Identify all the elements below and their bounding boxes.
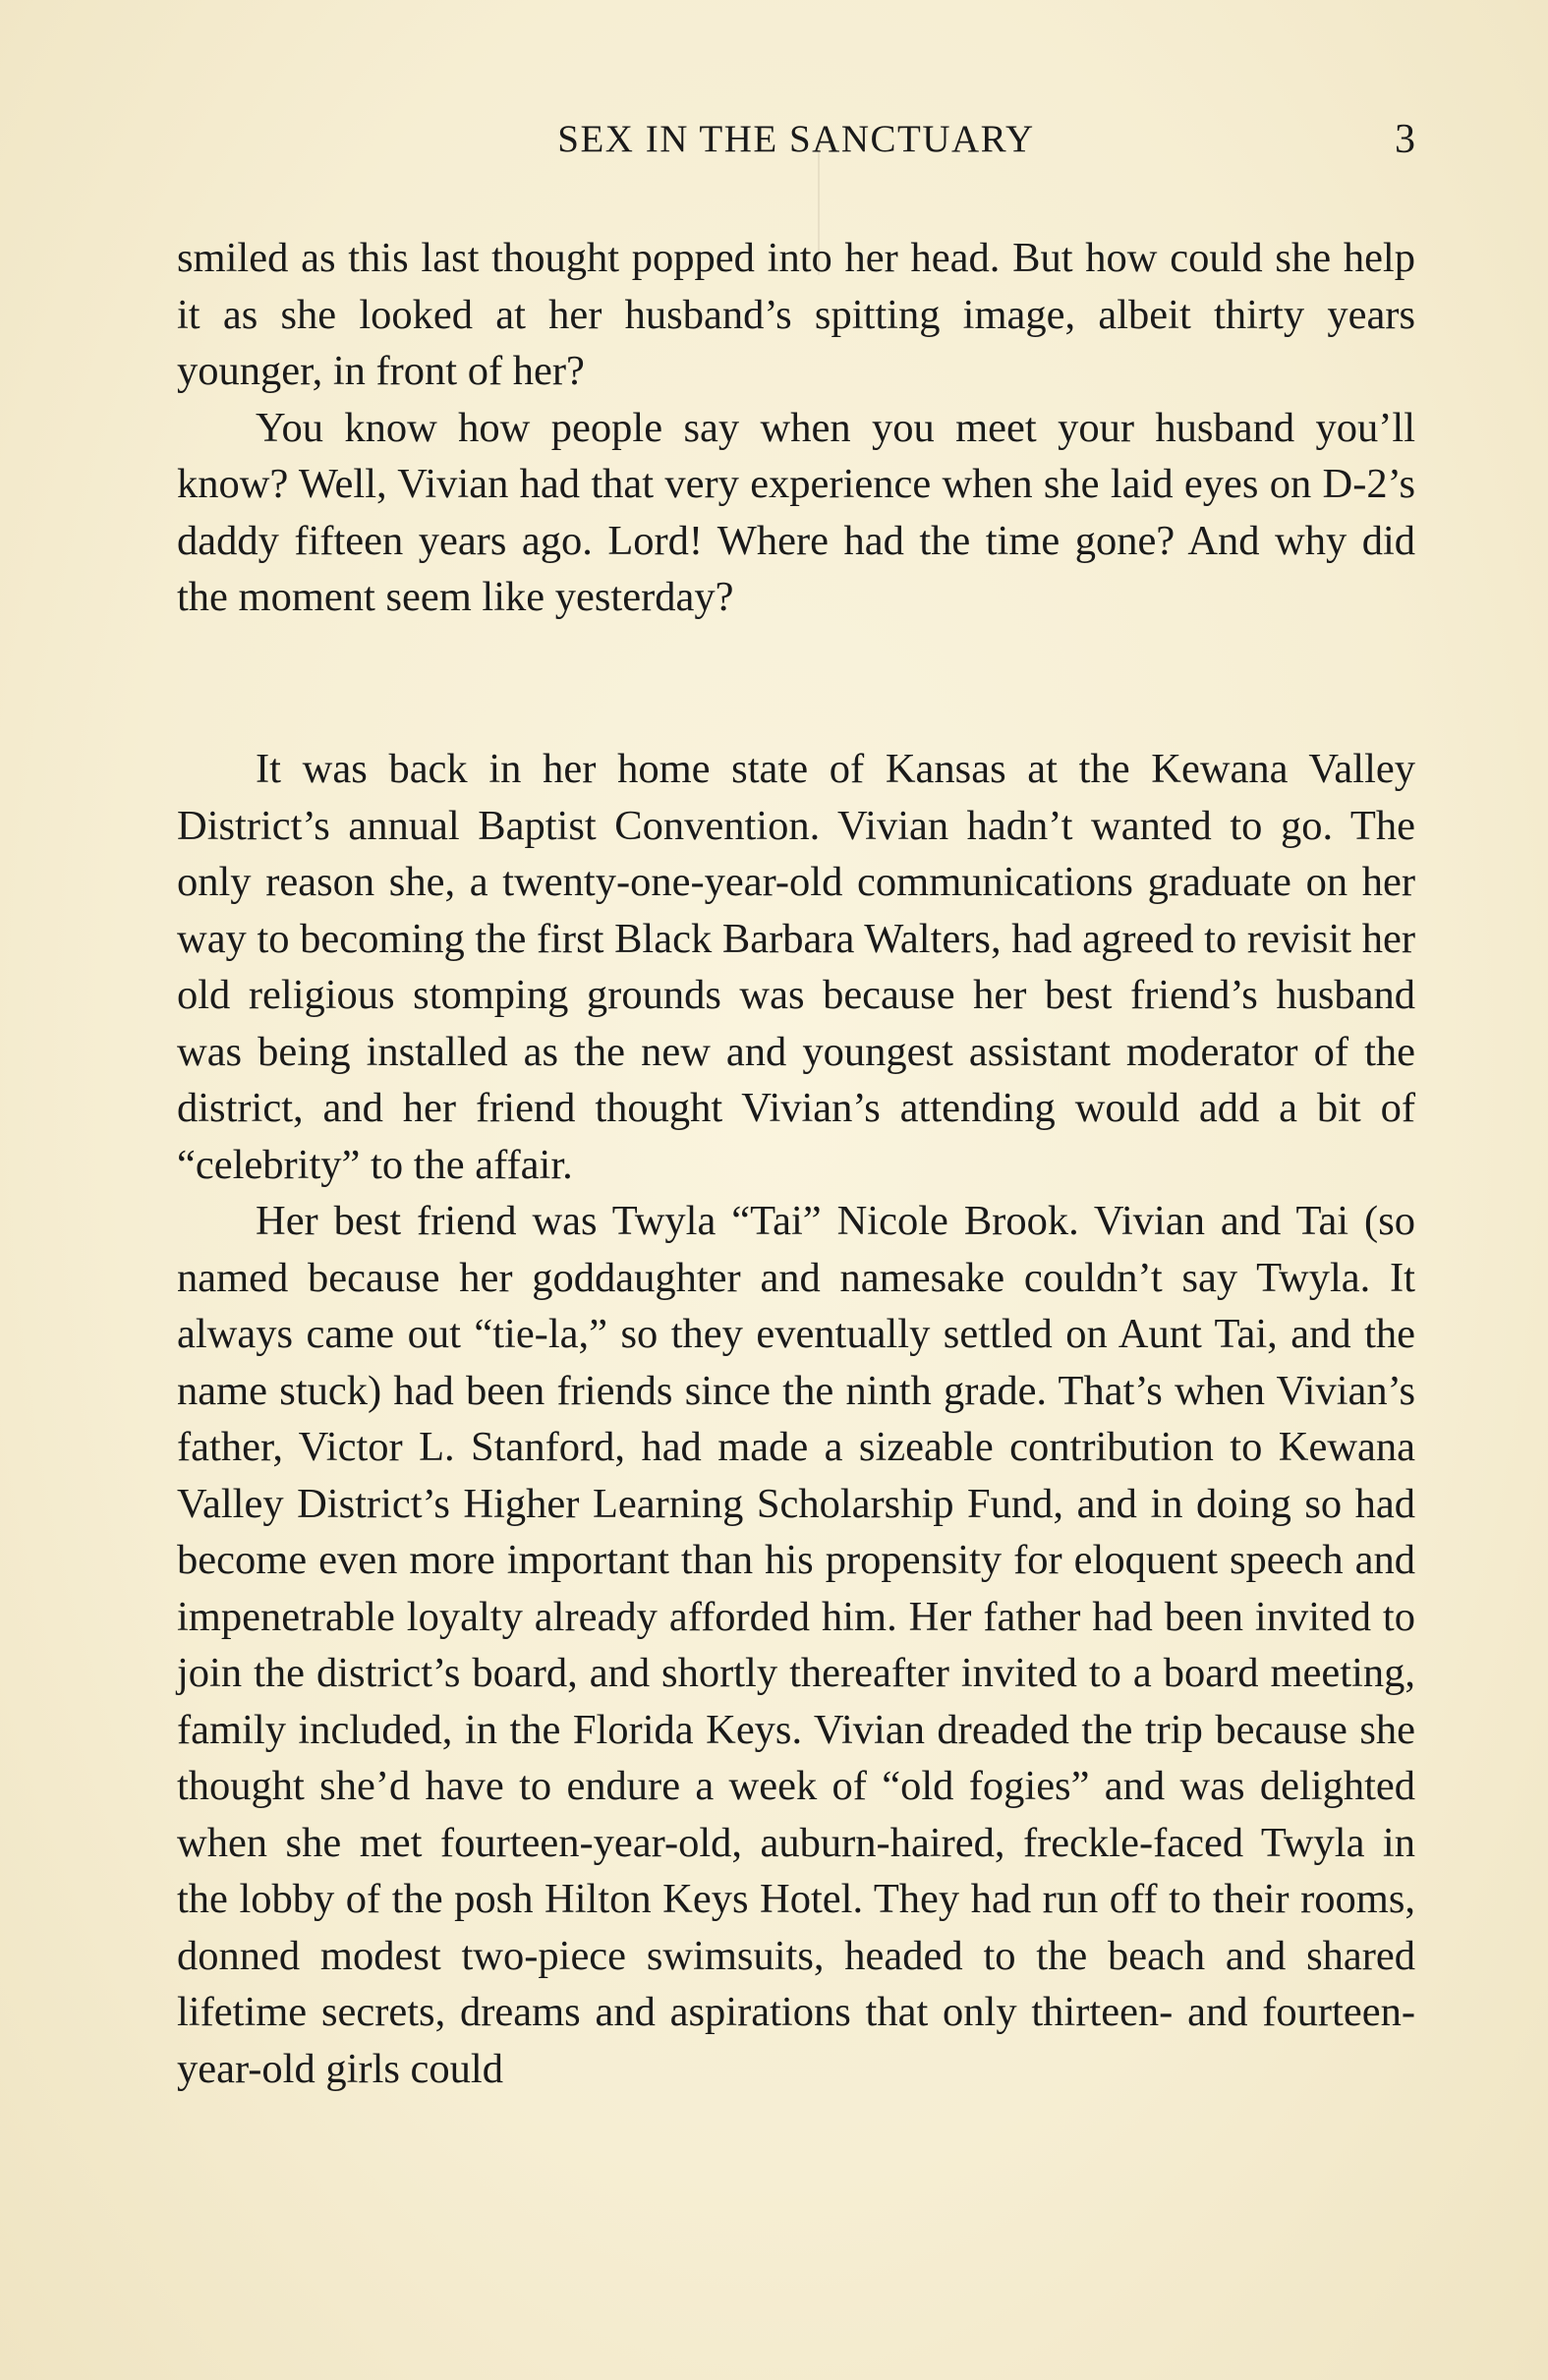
running-title: SEX IN THE SANCTUARY	[557, 118, 1035, 160]
page-number: 3	[1395, 117, 1415, 162]
text-block-top	[177, 230, 1415, 626]
paragraph-continued: smiled as this last thought popped into her head. But how could she help it as she looked at her husband’s spitting image, albeit thirty years younger, in front of her?	[177, 235, 1415, 394]
paragraph-husband-memory: You know how people say when you meet your husband you’ll know? Well, Vivian had that very experience when she laid eyes on D-2’s daddy fifteen years ago. Lord! Where had the time gone? And why did the moment seem like yesterday?	[177, 404, 1415, 620]
text-block-bottom	[177, 741, 1415, 2097]
paragraph-convention: It was back in her home state of Kansas at the Kewana Valley District’s annual Baptist Convention. Vivian hadn’t wanted to go. The only reason she, a twenty-one-year-old communications graduate on her way to becoming the first Black Barbara Walters, had agreed to revisit her old religious stomping grounds was because her best friend’s husband was being installed as the new and youngest assistant moderator of the district, and her friend thought Vivian’s attending would add a bit of “celebrity” to the affair.	[177, 746, 1415, 1188]
running-header	[177, 110, 1415, 169]
paragraph-best-friend: Her best friend was Twyla “Tai” Nicole Brook. Vivian and Tai (so named because her goddaughter and namesake couldn’t say Twyla. It always came out “tie-la,” so they eventually settled on Aunt Tai, and the name stuck) had been friends since the ninth grade. That’s when Vivian’s father, Victor L. Stanford, had made a sizeable contribution to Kewana Valley District’s Higher Learning Scholarship Fund, and in doing so had become even more important than his propensity for eloquent speech and impenetrable loyalty already afforded him. Her father had been invited to join the district’s board, and shortly thereafter invited to a board meeting, family included, in the Florida Keys. Vivian dreaded the trip because she thought she’d have to endure a week of “old fogies” and was delighted when she met fourteen-year-old, auburn-haired, freckle-faced Twyla in the lobby of the posh Hilton Keys Hotel. They had run off to their rooms, donned modest two-piece swimsuits, headed to the beach and shared lifetime secrets, dreams and aspirations that only thirteen- and fourteen-year-old girls could	[177, 1198, 1415, 2092]
